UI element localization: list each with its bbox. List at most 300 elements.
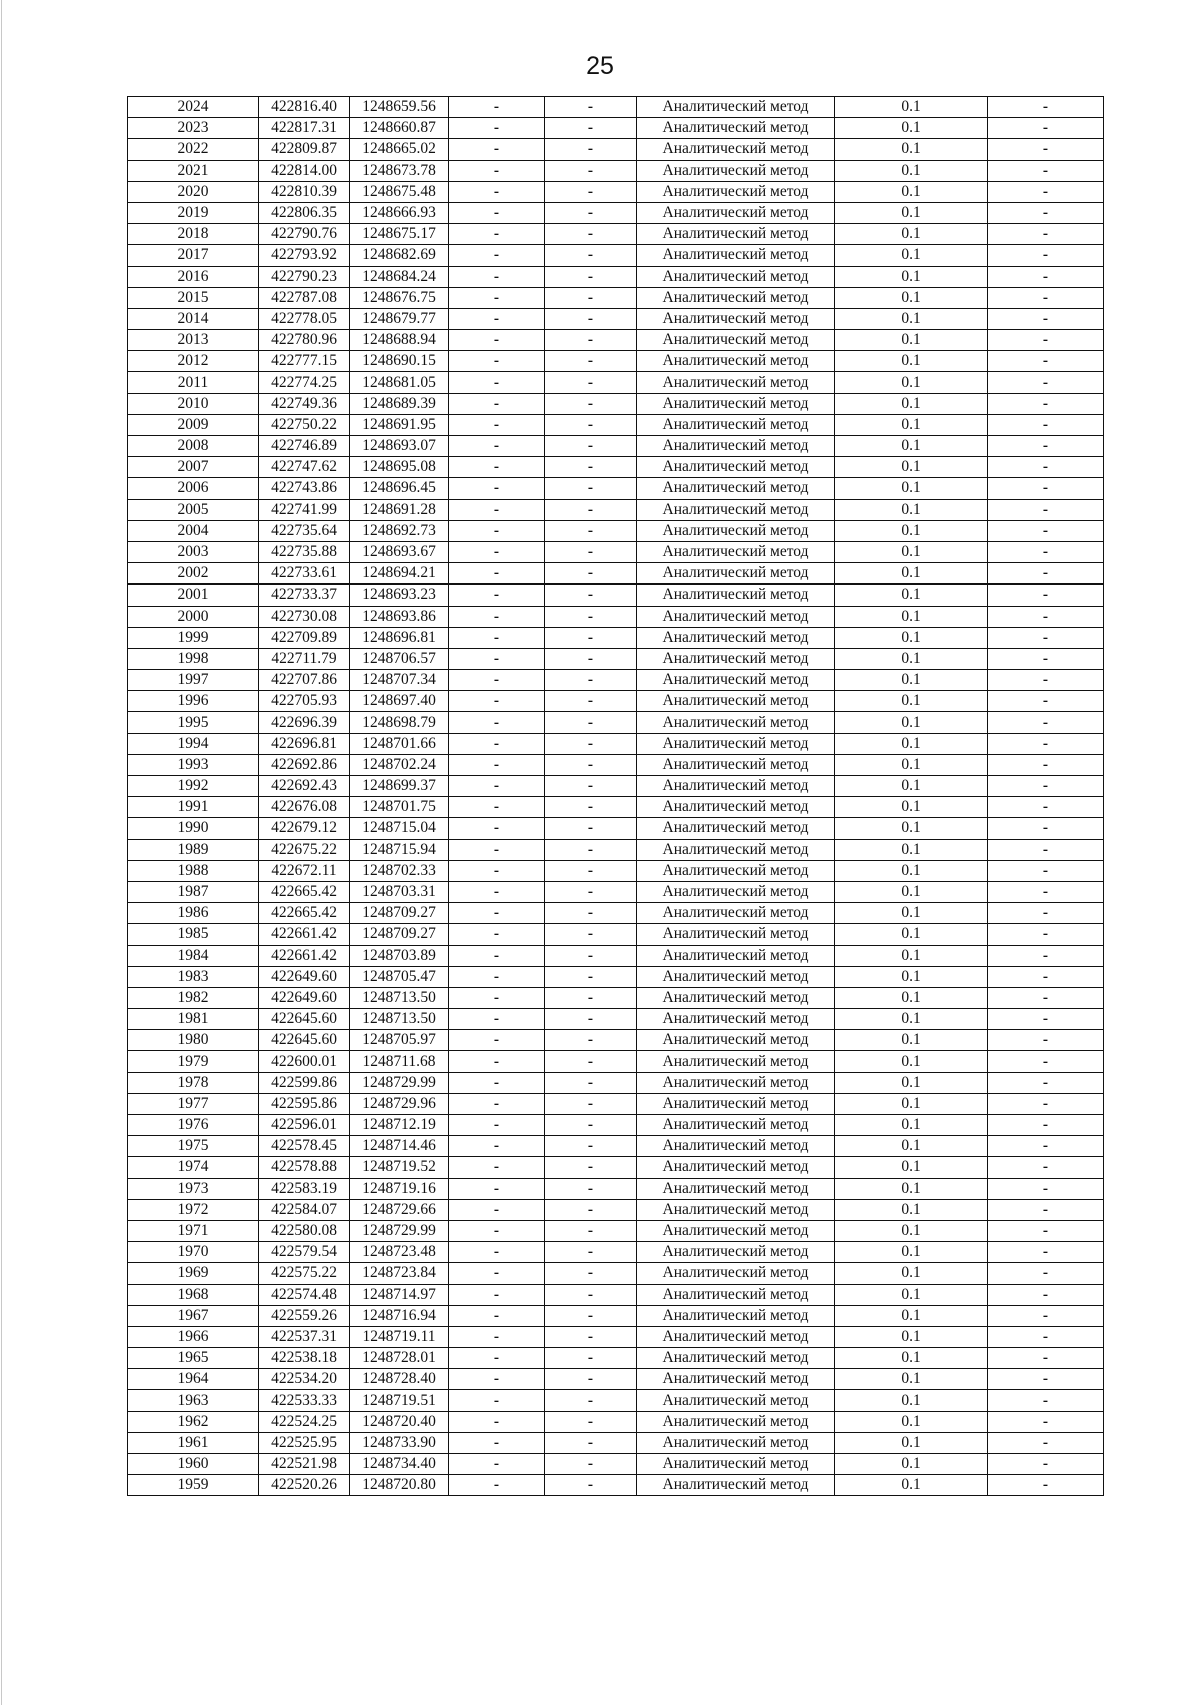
point-number-cell: 1963	[128, 1390, 259, 1411]
y-coordinate-cell: 1248715.04	[350, 818, 449, 839]
accuracy-cell: 0.1	[835, 691, 988, 712]
dash-cell: -	[545, 351, 637, 372]
dash-cell: -	[545, 1220, 637, 1241]
point-number-cell: 1964	[128, 1369, 259, 1390]
table-row	[128, 202, 1104, 223]
method-cell: Аналитический метод	[637, 1009, 835, 1030]
dash-cell: -	[449, 839, 545, 860]
dash-cell: -	[545, 584, 637, 606]
dash-cell: -	[988, 860, 1104, 881]
y-coordinate-cell: 1248729.99	[350, 1220, 449, 1241]
dash-cell: -	[545, 966, 637, 987]
dash-cell: -	[988, 797, 1104, 818]
dash-cell: -	[988, 903, 1104, 924]
table-row	[128, 245, 1104, 266]
dash-cell: -	[449, 627, 545, 648]
table-row	[128, 1348, 1104, 1369]
dash-cell: -	[988, 330, 1104, 351]
dash-cell: -	[545, 1348, 637, 1369]
x-coordinate-cell: 422793.92	[259, 245, 350, 266]
table-row	[128, 627, 1104, 648]
table-row	[128, 1072, 1104, 1093]
dash-cell: -	[545, 1115, 637, 1136]
coordinates-table	[127, 96, 1104, 1496]
x-coordinate-cell: 422661.42	[259, 945, 350, 966]
accuracy-cell: 0.1	[835, 245, 988, 266]
accuracy-cell: 0.1	[835, 1475, 988, 1496]
y-coordinate-cell: 1248660.87	[350, 118, 449, 139]
dash-cell: -	[545, 457, 637, 478]
method-cell: Аналитический метод	[637, 1136, 835, 1157]
table-row	[128, 924, 1104, 945]
y-coordinate-cell: 1248714.97	[350, 1284, 449, 1305]
y-coordinate-cell: 1248691.95	[350, 414, 449, 435]
method-cell: Аналитический метод	[637, 1199, 835, 1220]
accuracy-cell: 0.1	[835, 1009, 988, 1030]
point-number-cell: 1995	[128, 712, 259, 733]
x-coordinate-cell: 422746.89	[259, 436, 350, 457]
dash-cell: -	[988, 1051, 1104, 1072]
x-coordinate-cell: 422816.40	[259, 97, 350, 118]
table-row	[128, 606, 1104, 627]
method-cell: Аналитический метод	[637, 287, 835, 308]
y-coordinate-cell: 1248728.01	[350, 1348, 449, 1369]
y-coordinate-cell: 1248723.48	[350, 1242, 449, 1263]
method-cell: Аналитический метод	[637, 945, 835, 966]
dash-cell: -	[449, 797, 545, 818]
y-coordinate-cell: 1248679.77	[350, 308, 449, 329]
dash-cell: -	[988, 393, 1104, 414]
method-cell: Аналитический метод	[637, 181, 835, 202]
y-coordinate-cell: 1248695.08	[350, 457, 449, 478]
method-cell: Аналитический метод	[637, 754, 835, 775]
method-cell: Аналитический метод	[637, 1305, 835, 1326]
dash-cell: -	[988, 1199, 1104, 1220]
point-number-cell: 2014	[128, 308, 259, 329]
method-cell: Аналитический метод	[637, 627, 835, 648]
x-coordinate-cell: 422750.22	[259, 414, 350, 435]
point-number-cell: 1993	[128, 754, 259, 775]
dash-cell: -	[449, 987, 545, 1008]
x-coordinate-cell: 422538.18	[259, 1348, 350, 1369]
y-coordinate-cell: 1248693.67	[350, 541, 449, 562]
x-coordinate-cell: 422747.62	[259, 457, 350, 478]
dash-cell: -	[545, 118, 637, 139]
y-coordinate-cell: 1248719.51	[350, 1390, 449, 1411]
x-coordinate-cell: 422733.61	[259, 563, 350, 585]
point-number-cell: 2020	[128, 181, 259, 202]
accuracy-cell: 0.1	[835, 118, 988, 139]
dash-cell: -	[988, 372, 1104, 393]
dash-cell: -	[988, 541, 1104, 562]
x-coordinate-cell: 422520.26	[259, 1475, 350, 1496]
dash-cell: -	[545, 1093, 637, 1114]
dash-cell: -	[545, 776, 637, 797]
dash-cell: -	[988, 733, 1104, 754]
y-coordinate-cell: 1248713.50	[350, 1009, 449, 1030]
table-row	[128, 393, 1104, 414]
x-coordinate-cell: 422649.60	[259, 966, 350, 987]
x-coordinate-cell: 422696.39	[259, 712, 350, 733]
method-cell: Аналитический метод	[637, 797, 835, 818]
y-coordinate-cell: 1248666.93	[350, 202, 449, 223]
table-row	[128, 160, 1104, 181]
accuracy-cell: 0.1	[835, 351, 988, 372]
table-row	[128, 1411, 1104, 1432]
dash-cell: -	[545, 1030, 637, 1051]
dash-cell: -	[545, 945, 637, 966]
point-number-cell: 1969	[128, 1263, 259, 1284]
method-cell: Аналитический метод	[637, 414, 835, 435]
dash-cell: -	[449, 818, 545, 839]
dash-cell: -	[988, 1432, 1104, 1453]
method-cell: Аналитический метод	[637, 118, 835, 139]
x-coordinate-cell: 422661.42	[259, 924, 350, 945]
dash-cell: -	[449, 97, 545, 118]
accuracy-cell: 0.1	[835, 1284, 988, 1305]
accuracy-cell: 0.1	[835, 224, 988, 245]
x-coordinate-cell: 422707.86	[259, 670, 350, 691]
y-coordinate-cell: 1248703.31	[350, 881, 449, 902]
dash-cell: -	[988, 118, 1104, 139]
x-coordinate-cell: 422595.86	[259, 1093, 350, 1114]
accuracy-cell: 0.1	[835, 903, 988, 924]
dash-cell: -	[545, 1136, 637, 1157]
dash-cell: -	[449, 733, 545, 754]
dash-cell: -	[988, 627, 1104, 648]
y-coordinate-cell: 1248673.78	[350, 160, 449, 181]
x-coordinate-cell: 422705.93	[259, 691, 350, 712]
table-row	[128, 1093, 1104, 1114]
dash-cell: -	[449, 966, 545, 987]
dash-cell: -	[545, 1475, 637, 1496]
method-cell: Аналитический метод	[637, 860, 835, 881]
dash-cell: -	[449, 541, 545, 562]
y-coordinate-cell: 1248702.24	[350, 754, 449, 775]
dash-cell: -	[449, 202, 545, 223]
point-number-cell: 1981	[128, 1009, 259, 1030]
table-row	[128, 1242, 1104, 1263]
point-number-cell: 1992	[128, 776, 259, 797]
accuracy-cell: 0.1	[835, 181, 988, 202]
dash-cell: -	[545, 372, 637, 393]
dash-cell: -	[988, 1369, 1104, 1390]
dash-cell: -	[545, 733, 637, 754]
dash-cell: -	[449, 1454, 545, 1475]
dash-cell: -	[545, 754, 637, 775]
table-row	[128, 818, 1104, 839]
dash-cell: -	[988, 266, 1104, 287]
dash-cell: -	[988, 1072, 1104, 1093]
dash-cell: -	[449, 691, 545, 712]
accuracy-cell: 0.1	[835, 1178, 988, 1199]
method-cell: Аналитический метод	[637, 1030, 835, 1051]
method-cell: Аналитический метод	[637, 584, 835, 606]
point-number-cell: 2002	[128, 563, 259, 585]
x-coordinate-cell: 422741.99	[259, 499, 350, 520]
point-number-cell: 2011	[128, 372, 259, 393]
dash-cell: -	[449, 776, 545, 797]
accuracy-cell: 0.1	[835, 776, 988, 797]
y-coordinate-cell: 1248720.80	[350, 1475, 449, 1496]
table-row	[128, 584, 1104, 606]
y-coordinate-cell: 1248693.07	[350, 436, 449, 457]
accuracy-cell: 0.1	[835, 987, 988, 1008]
point-number-cell: 2004	[128, 520, 259, 541]
point-number-cell: 1984	[128, 945, 259, 966]
point-number-cell: 2003	[128, 541, 259, 562]
x-coordinate-cell: 422580.08	[259, 1220, 350, 1241]
y-coordinate-cell: 1248691.28	[350, 499, 449, 520]
dash-cell: -	[449, 860, 545, 881]
dash-cell: -	[988, 181, 1104, 202]
x-coordinate-cell: 422665.42	[259, 903, 350, 924]
dash-cell: -	[545, 478, 637, 499]
y-coordinate-cell: 1248688.94	[350, 330, 449, 351]
dash-cell: -	[988, 1454, 1104, 1475]
dash-cell: -	[449, 563, 545, 585]
method-cell: Аналитический метод	[637, 499, 835, 520]
x-coordinate-cell: 422599.86	[259, 1072, 350, 1093]
point-number-cell: 2018	[128, 224, 259, 245]
method-cell: Аналитический метод	[637, 1432, 835, 1453]
dash-cell: -	[449, 118, 545, 139]
y-coordinate-cell: 1248709.27	[350, 903, 449, 924]
x-coordinate-cell: 422749.36	[259, 393, 350, 414]
method-cell: Аналитический метод	[637, 393, 835, 414]
accuracy-cell: 0.1	[835, 1369, 988, 1390]
table-row	[128, 1369, 1104, 1390]
point-number-cell: 1988	[128, 860, 259, 881]
dash-cell: -	[449, 1263, 545, 1284]
dash-cell: -	[449, 1390, 545, 1411]
dash-cell: -	[545, 1305, 637, 1326]
x-coordinate-cell: 422735.64	[259, 520, 350, 541]
dash-cell: -	[988, 139, 1104, 160]
point-number-cell: 2013	[128, 330, 259, 351]
dash-cell: -	[545, 287, 637, 308]
accuracy-cell: 0.1	[835, 627, 988, 648]
y-coordinate-cell: 1248676.75	[350, 287, 449, 308]
table-row	[128, 839, 1104, 860]
accuracy-cell: 0.1	[835, 436, 988, 457]
table-row	[128, 987, 1104, 1008]
dash-cell: -	[545, 499, 637, 520]
x-coordinate-cell: 422525.95	[259, 1432, 350, 1453]
dash-cell: -	[449, 924, 545, 945]
dash-cell: -	[545, 266, 637, 287]
table-row	[128, 414, 1104, 435]
point-number-cell: 2006	[128, 478, 259, 499]
method-cell: Аналитический метод	[637, 97, 835, 118]
x-coordinate-cell: 422578.88	[259, 1157, 350, 1178]
dash-cell: -	[988, 1220, 1104, 1241]
dash-cell: -	[449, 330, 545, 351]
y-coordinate-cell: 1248665.02	[350, 139, 449, 160]
y-coordinate-cell: 1248709.27	[350, 924, 449, 945]
dash-cell: -	[449, 393, 545, 414]
y-coordinate-cell: 1248659.56	[350, 97, 449, 118]
dash-cell: -	[449, 181, 545, 202]
method-cell: Аналитический метод	[637, 1220, 835, 1241]
y-coordinate-cell: 1248675.48	[350, 181, 449, 202]
dash-cell: -	[449, 478, 545, 499]
y-coordinate-cell: 1248734.40	[350, 1454, 449, 1475]
table-row	[128, 733, 1104, 754]
dash-cell: -	[449, 351, 545, 372]
dash-cell: -	[449, 670, 545, 691]
method-cell: Аналитический метод	[637, 1454, 835, 1475]
dash-cell: -	[449, 1157, 545, 1178]
method-cell: Аналитический метод	[637, 733, 835, 754]
dash-cell: -	[449, 1348, 545, 1369]
point-number-cell: 1997	[128, 670, 259, 691]
dash-cell: -	[545, 1390, 637, 1411]
table-row	[128, 754, 1104, 775]
y-coordinate-cell: 1248696.45	[350, 478, 449, 499]
point-number-cell: 1962	[128, 1411, 259, 1432]
accuracy-cell: 0.1	[835, 945, 988, 966]
x-coordinate-cell: 422524.25	[259, 1411, 350, 1432]
x-coordinate-cell: 422676.08	[259, 797, 350, 818]
y-coordinate-cell: 1248697.40	[350, 691, 449, 712]
table-row	[128, 797, 1104, 818]
table-row	[128, 1009, 1104, 1030]
dash-cell: -	[545, 1157, 637, 1178]
table-row	[128, 1136, 1104, 1157]
dash-cell: -	[449, 945, 545, 966]
y-coordinate-cell: 1248715.94	[350, 839, 449, 860]
dash-cell: -	[988, 754, 1104, 775]
method-cell: Аналитический метод	[637, 1178, 835, 1199]
x-coordinate-cell: 422559.26	[259, 1305, 350, 1326]
point-number-cell: 1959	[128, 1475, 259, 1496]
accuracy-cell: 0.1	[835, 1263, 988, 1284]
table-row	[128, 1157, 1104, 1178]
x-coordinate-cell: 422665.42	[259, 881, 350, 902]
dash-cell: -	[988, 1157, 1104, 1178]
dash-cell: -	[988, 818, 1104, 839]
y-coordinate-cell: 1248675.17	[350, 224, 449, 245]
x-coordinate-cell: 422787.08	[259, 287, 350, 308]
point-number-cell: 2008	[128, 436, 259, 457]
point-number-cell: 1977	[128, 1093, 259, 1114]
dash-cell: -	[449, 584, 545, 606]
table-row	[128, 1199, 1104, 1220]
x-coordinate-cell: 422817.31	[259, 118, 350, 139]
point-number-cell: 2015	[128, 287, 259, 308]
method-cell: Аналитический метод	[637, 839, 835, 860]
dash-cell: -	[545, 627, 637, 648]
accuracy-cell: 0.1	[835, 584, 988, 606]
x-coordinate-cell: 422533.33	[259, 1390, 350, 1411]
point-number-cell: 1970	[128, 1242, 259, 1263]
method-cell: Аналитический метод	[637, 1072, 835, 1093]
table-row	[128, 97, 1104, 118]
accuracy-cell: 0.1	[835, 924, 988, 945]
point-number-cell: 1960	[128, 1454, 259, 1475]
dash-cell: -	[988, 351, 1104, 372]
method-cell: Аналитический метод	[637, 478, 835, 499]
dash-cell: -	[545, 330, 637, 351]
point-number-cell: 2005	[128, 499, 259, 520]
point-number-cell: 1991	[128, 797, 259, 818]
dash-cell: -	[988, 1263, 1104, 1284]
dash-cell: -	[545, 1263, 637, 1284]
dash-cell: -	[449, 754, 545, 775]
accuracy-cell: 0.1	[835, 606, 988, 627]
table-row	[128, 541, 1104, 562]
method-cell: Аналитический метод	[637, 691, 835, 712]
accuracy-cell: 0.1	[835, 1199, 988, 1220]
y-coordinate-cell: 1248690.15	[350, 351, 449, 372]
dash-cell: -	[449, 1072, 545, 1093]
dash-cell: -	[449, 1178, 545, 1199]
point-number-cell: 1986	[128, 903, 259, 924]
dash-cell: -	[449, 457, 545, 478]
accuracy-cell: 0.1	[835, 1136, 988, 1157]
accuracy-cell: 0.1	[835, 754, 988, 775]
method-cell: Аналитический метод	[637, 266, 835, 287]
scan-edge-line	[1, 0, 2, 1705]
x-coordinate-cell: 422806.35	[259, 202, 350, 223]
dash-cell: -	[449, 1136, 545, 1157]
table-row	[128, 520, 1104, 541]
table-row	[128, 372, 1104, 393]
y-coordinate-cell: 1248689.39	[350, 393, 449, 414]
point-number-cell: 2010	[128, 393, 259, 414]
x-coordinate-cell: 422692.86	[259, 754, 350, 775]
x-coordinate-cell: 422711.79	[259, 648, 350, 669]
dash-cell: -	[545, 860, 637, 881]
dash-cell: -	[988, 520, 1104, 541]
method-cell: Аналитический метод	[637, 648, 835, 669]
point-number-cell: 2009	[128, 414, 259, 435]
y-coordinate-cell: 1248702.33	[350, 860, 449, 881]
accuracy-cell: 0.1	[835, 1390, 988, 1411]
table-row	[128, 266, 1104, 287]
dash-cell: -	[988, 648, 1104, 669]
dash-cell: -	[545, 648, 637, 669]
dash-cell: -	[545, 839, 637, 860]
x-coordinate-cell: 422730.08	[259, 606, 350, 627]
table-row	[128, 903, 1104, 924]
dash-cell: -	[988, 1475, 1104, 1496]
dash-cell: -	[545, 1454, 637, 1475]
table-row	[128, 1115, 1104, 1136]
accuracy-cell: 0.1	[835, 1411, 988, 1432]
table-row	[128, 330, 1104, 351]
method-cell: Аналитический метод	[637, 924, 835, 945]
dash-cell: -	[449, 1284, 545, 1305]
method-cell: Аналитический метод	[637, 606, 835, 627]
method-cell: Аналитический метод	[637, 1348, 835, 1369]
y-coordinate-cell: 1248706.57	[350, 648, 449, 669]
table-row	[128, 691, 1104, 712]
point-number-cell: 1990	[128, 818, 259, 839]
table-row	[128, 648, 1104, 669]
dash-cell: -	[545, 414, 637, 435]
point-number-cell: 1987	[128, 881, 259, 902]
x-coordinate-cell: 422645.60	[259, 1030, 350, 1051]
dash-cell: -	[545, 1432, 637, 1453]
accuracy-cell: 0.1	[835, 541, 988, 562]
x-coordinate-cell: 422600.01	[259, 1051, 350, 1072]
method-cell: Аналитический метод	[637, 1263, 835, 1284]
point-number-cell: 2007	[128, 457, 259, 478]
point-number-cell: 2001	[128, 584, 259, 606]
y-coordinate-cell: 1248692.73	[350, 520, 449, 541]
